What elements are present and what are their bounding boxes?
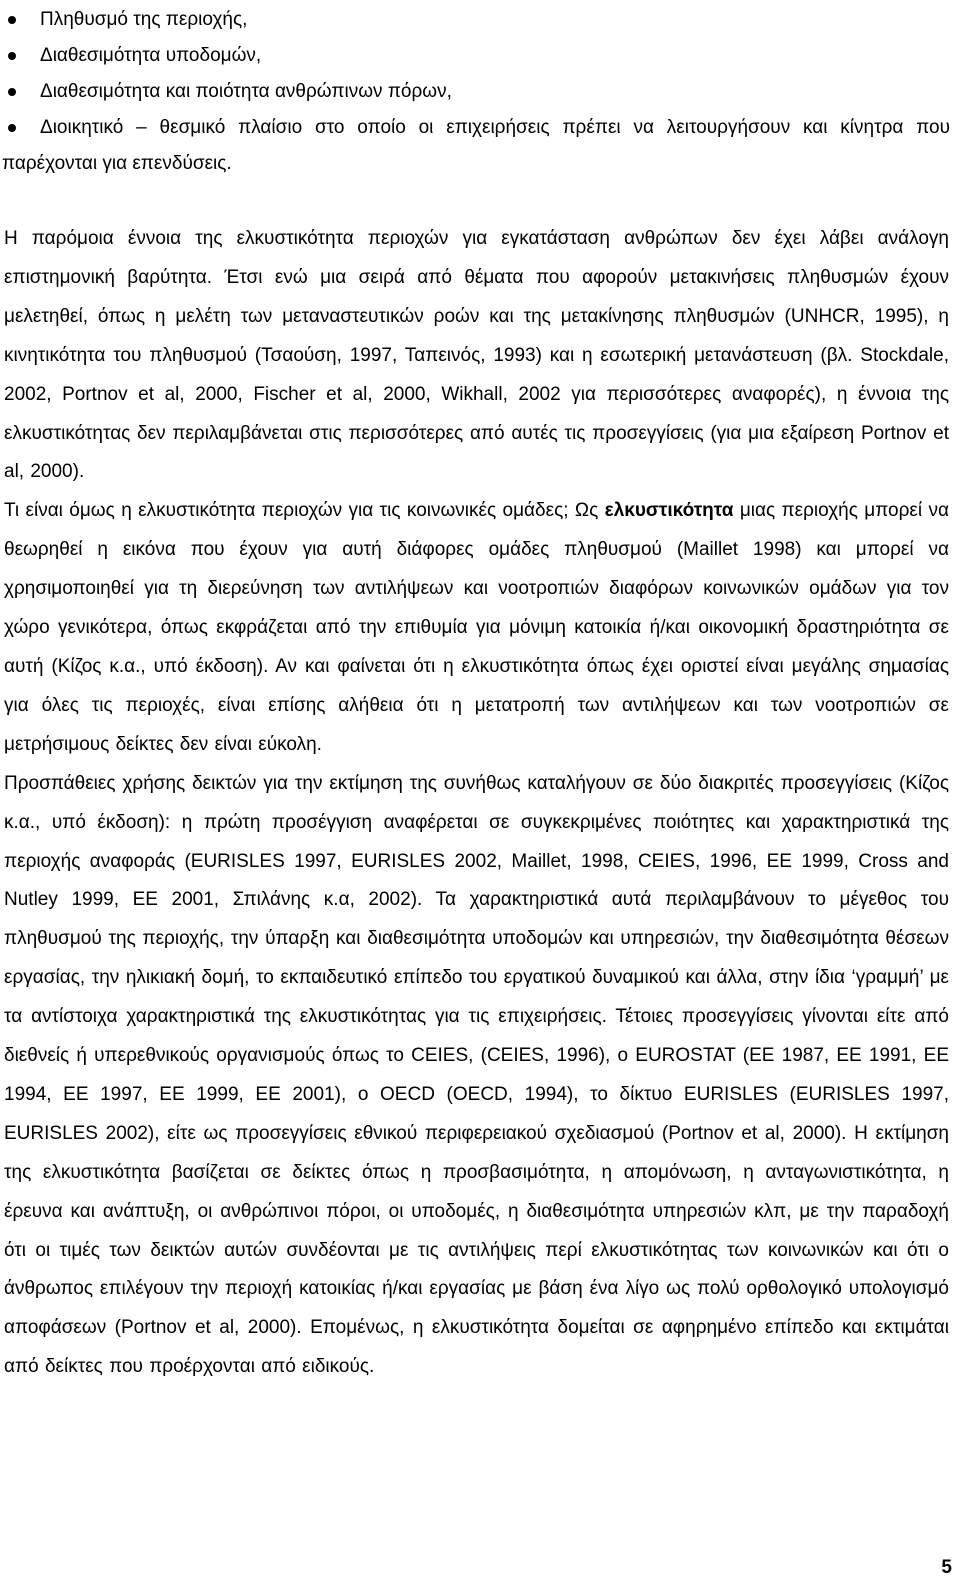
bullet-dot-icon — [8, 124, 16, 132]
bullet-item — [0, 38, 960, 74]
bullet-dot-icon — [8, 16, 16, 24]
bullet-item — [0, 110, 960, 182]
bold-term: ελκυστικότητα — [604, 500, 734, 522]
bullet-text: Πληθυσμό της περιοχής, — [40, 9, 248, 30]
body-text — [4, 220, 949, 1387]
paragraph — [4, 492, 949, 764]
bullet-dot-icon — [8, 88, 16, 96]
bullet-item — [0, 2, 960, 38]
page-number: 5 — [941, 1557, 952, 1578]
bullet-text: Διαθεσιμότητα υποδομών, — [40, 45, 262, 66]
paragraph: Η παρόμοια έννοια της ελκυστικότητα περιοχών για εγκατάσταση ανθρώπων δεν έχει λάβει ανάλογη επιστημονική βαρύτητα. Έτσι ενώ μια σειρά από θέματα που αφορούν μετακινήσεις πληθυσμών έχουν μελετηθεί, όπως η μελέτη των μεταναστευτικών ροών και της μετακίνησης πληθυσμών (UNHCR, 1995), η κινητικότητα του πληθυσμού (Τσαούση, 1997, Ταπεινός, 1993) και η εσωτερική μετανάστευση (βλ. Stockdale, 2002, Portnov et al, 2000, Fischer et al, 2000, Wikhall, 2002 για περισσότερες αναφορές), η έννοια της ελκυστικότητας δεν περιλαμβάνεται στις περισσότερες από αυτές τις προσεγγίσεις (για μια εξαίρεση Portnov et al, 2000). — [4, 228, 949, 483]
bullet-text: Διοικητικό – θεσμικό πλαίσιο στο οποίο οι επιχειρήσεις πρέπει να λειτουργήσουν και κίνητρα που παρέχονται για επενδύσεις. — [2, 117, 950, 174]
paragraph-text: μιας περιοχής μπορεί να θεωρηθεί η εικόνα που έχουν για αυτή διάφορες ομάδες πληθυσμού (Maillet 1998) και μπορεί να χρησιμοποιηθεί για τη διερεύνηση των αντιλήψεων και νοοτροπιών διαφόρων κοινωνικών ομάδων για τον χώρο γενικότερα, όπως εκφράζεται από την επιθυμία για μόνιμη κατοικία ή/και οικονομική δραστηριότητα σε αυτή (Κίζος κ.α., υπό έκδοση). Αν και φαίνεται ότι η ελκυστικότητα όπως έχει οριστεί είναι μεγάλης σημασίας για όλες τις περιοχές, είναι επίσης αλήθεια ότι η μετατροπή των αντιλήψεων και των νοοτροπιών σε μετρήσιμους δείκτες δεν είναι εύκολη. — [4, 500, 949, 755]
paragraph-text: Τι είναι όμως η ελκυστικότητα περιοχών για τις κοινωνικές ομάδες; Ως — [4, 500, 605, 522]
bullet-dot-icon — [8, 52, 16, 60]
bullet-text: Διαθεσιμότητα και ποιότητα ανθρώπινων πόρων, — [40, 81, 452, 102]
bullet-list — [0, 2, 960, 182]
paragraph: Προσπάθειες χρήσης δεικτών για την εκτίμηση της συνήθως καταλήγουν σε δύο διακριτές προσεγγίσεις (Κίζος κ.α., υπό έκδοση): η πρώτη προσέγγιση αναφέρεται σε συγκεκριμένες ποιότητες και χαρακτηριστικά της περιοχής αναφοράς (EURISLES 1997, EURISLES 2002, Maillet, 1998, CEIES, 1996, EE 1999, Cross and Nutley 1999, EE 2001, Σπιλάνης κ.α, 2002). Τα χαρακτηριστικά αυτά περιλαμβάνουν το μέγεθος του πληθυσμού της περιοχής, την ύπαρξη και διαθεσιμότητα υποδομών και υπηρεσιών, την διαθεσιμότητα θέσεων εργασίας, την ηλικιακή δομή, το εκπαιδευτικό επίπεδο του εργατικού δυναμικού και άλλα, στην ίδια ‘γραμμή’ με τα αντίστοιχα χαρακτηριστικά της ελκυστικότητας για τις επιχειρήσεις. Τέτοιες προσεγγίσεις γίνονται είτε από διεθνείς ή υπερεθνικούς οργανισμούς όπως το CEIES, (CEIES, 1996), ο EUROSTAT (EE 1987, EE 1991, EE 1994, EE 1997, EE 1999, EE 2001), ο OECD (OECD, 1994), το δίκτυο EURISLES (EURISLES 1997, EURISLES 2002), είτε ως προσεγγίσεις εθνικού περιφερειακού σχεδιασμού (Portnov et al, 2000). Η εκτίμηση της ελκυστικότητα βασίζεται σε δείκτες όπως η προσβασιμότητα, η απομόνωση, η ανταγωνιστικότητα, η έρευνα και ανάπτυξη, οι ανθρώπινοι πόροι, οι υποδομές, η διαθεσιμότητα υπηρεσιών κλπ, με την παραδοχή ότι οι τιμές των δεικτών αυτών συνδέονται με τις αντιλήψεις περί ελκυστικότητας των κοινωνικών και ότι ο άνθρωπος επιλέγουν την περιοχή κατοικίας ή/και εργασίας με βάση ένα λίγο ως πολύ ορθολογικό υπολογισμό αποφάσεων (Portnov et al, 2000). Επομένως, η ελκυστικότητα δομείται σε αφηρημένο επίπεδο και εκτιμάται από δείκτες που προέρχονται από ειδικούς. — [4, 772, 949, 1378]
bullet-item — [0, 74, 960, 110]
